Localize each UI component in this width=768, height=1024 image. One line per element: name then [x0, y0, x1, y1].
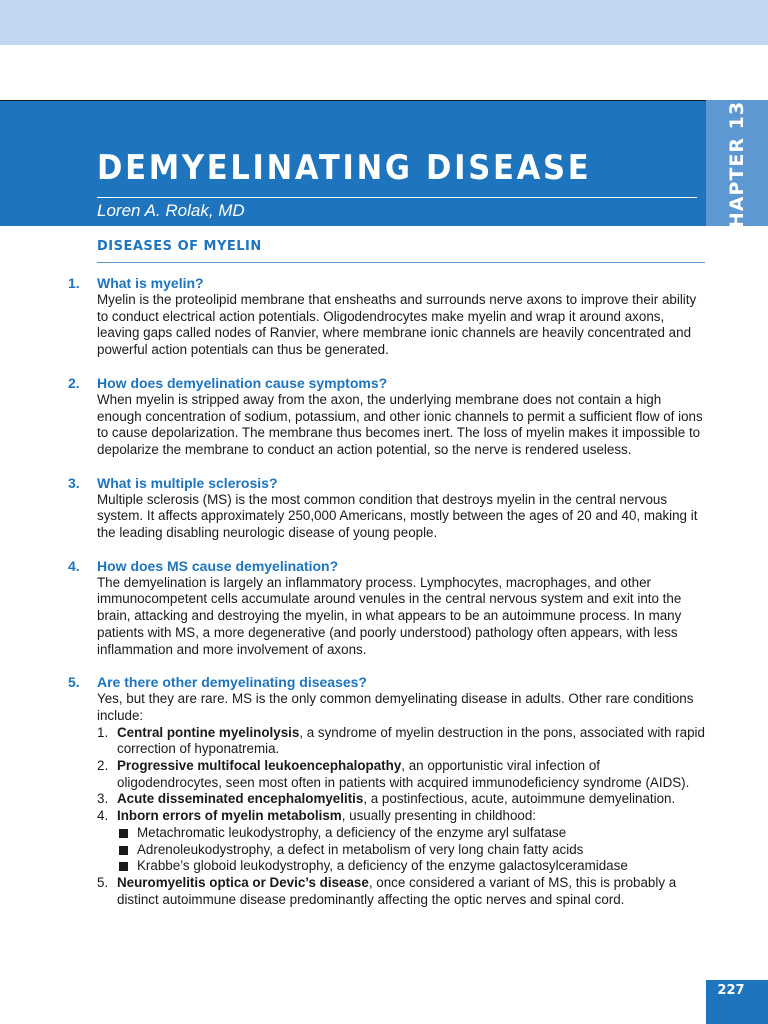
answer-text: When myelin is stripped away from the axon, the underlying membrane does not contain a high enough concentration of sodium, potassium, and other ionic channels to permit a sufficient flow of ions to cause depolarization. The membrane thus becomes inert. The loss of myelin makes it impossible to depolarize the membrane to conduct an action potential, so the nerve is rendered useless. — [97, 391, 703, 457]
question-number: 3. — [68, 474, 80, 491]
inborn-error-text: Metachromatic leukodystrophy, a deficiency of the enzyme aryl sulfatase — [137, 824, 567, 840]
square-bullet-icon — [119, 829, 128, 838]
question-heading — [68, 274, 768, 292]
question-number: 1. — [68, 275, 80, 291]
question-item — [0, 274, 768, 359]
section-heading: DISEASES OF MYELIN — [97, 239, 262, 254]
question-heading — [68, 374, 768, 392]
inborn-error-item — [117, 842, 707, 859]
question-item — [0, 673, 768, 908]
condition-number: 4. — [97, 808, 109, 824]
inborn-error-text: Krabbe’s globoid leukodystrophy, a deficiency of the enzyme galactosylceramidase — [137, 858, 628, 874]
question-text: What is multiple sclerosis? — [97, 474, 278, 491]
question-number: 5. — [68, 674, 80, 691]
condition-description: , a postinfectious, acute, autoimmune demyelination. — [363, 791, 676, 807]
chapter-title: DEMYELINATING DISEASE — [97, 148, 592, 188]
condition-number: 3. — [97, 791, 109, 807]
condition-item — [97, 725, 707, 758]
square-bullet-icon — [119, 862, 128, 871]
condition-description: , usually presenting in childhood: — [341, 808, 537, 824]
conditions-list — [97, 725, 768, 909]
condition-term: Neuromyelitis optica or Devic’s disease — [117, 874, 369, 890]
chapter-label: CHAPTER 13 — [726, 100, 748, 244]
inborn-error-text: Adrenoleukodystrophy, a defect in metabolism of very long chain fatty acids — [137, 841, 584, 857]
condition-term: Acute disseminated encephalomyelitis — [117, 791, 364, 807]
condition-description: , once considered a variant of MS, this is probably a distinct autoimmune disease predominantly affecting the optic nerves and spinal cord. — [117, 874, 677, 907]
question-item — [0, 374, 768, 459]
page-number: 227 — [717, 983, 745, 998]
section-rule — [97, 262, 705, 263]
question-number: 4. — [68, 557, 80, 574]
top-color-band — [0, 0, 768, 45]
inborn-errors-list — [117, 825, 707, 875]
header-divider — [0, 100, 768, 101]
square-bullet-icon — [119, 846, 128, 855]
question-number: 2. — [68, 374, 80, 391]
condition-description: , a syndrome of myelin destruction in the pons, associated with rapid correction of hyponatremia. — [117, 724, 705, 757]
title-rule — [97, 197, 697, 198]
condition-item — [97, 808, 707, 875]
condition-term: Progressive multifocal leukoencephalopathy — [117, 758, 402, 774]
question-heading — [68, 673, 768, 691]
condition-number: 2. — [97, 758, 109, 774]
question-item — [0, 474, 768, 542]
question-text: Are there other demyelinating diseases? — [97, 674, 367, 691]
condition-number: 5. — [97, 874, 109, 890]
answer-text: The demyelination is largely an inflammatory process. Lymphocytes, macrophages, and other immunocompetent cells accumulate around venules in the central nervous system and exit into the brain, attacking and destroying the myelin, in what appears to be an autoimmune process. In many patients with MS, a more degenerative (and poorly understood) pathology often appears, with less inflammation and more involvement of axons. — [97, 574, 682, 657]
question-item — [0, 557, 768, 659]
question-text: How does demyelination cause symptoms? — [97, 374, 388, 391]
answer-text: Myelin is the proteolipid membrane that ensheaths and surrounds nerve axons to improve their ability to conduct electrical action potentials. Oligodendrocytes make myelin and wrap it around axons, leaving gaps called nodes of Ranvier, where membrane ionic channels are heavily concentrated and powerful action potentials can thus be generated. — [97, 292, 697, 358]
inborn-error-item — [117, 858, 707, 875]
condition-term: Inborn errors of myelin metabolism — [117, 808, 342, 824]
question-heading — [68, 557, 768, 575]
page-number-box — [706, 980, 768, 1024]
question-text: How does MS cause demyelination? — [97, 557, 339, 574]
condition-item — [97, 791, 707, 808]
answer-text: Multiple sclerosis (MS) is the most common condition that destroys myelin in the central nervous system. It affects approximately 250,000 Americans, mostly between the ages of 20 and 40, making it the leading disabling neurologic disease of young people. — [97, 491, 698, 541]
author-name: Loren A. Rolak, MD — [97, 201, 245, 220]
condition-number: 1. — [97, 724, 109, 740]
inborn-error-item — [117, 825, 707, 842]
condition-item — [97, 758, 707, 791]
question-list — [0, 274, 768, 908]
condition-description: , an opportunistic viral infection of oligodendrocytes, seen most often in patients with acquired immunodeficiency syndrome (AIDS). — [117, 758, 690, 790]
answer-text: Yes, but they are rare. MS is the only common demyelinating disease in adults. Other rare conditions include: — [97, 691, 694, 723]
question-text: What is myelin? — [97, 275, 204, 291]
question-heading — [68, 474, 768, 492]
condition-term: Central pontine myelinolysis — [117, 724, 300, 740]
condition-item — [97, 875, 707, 908]
